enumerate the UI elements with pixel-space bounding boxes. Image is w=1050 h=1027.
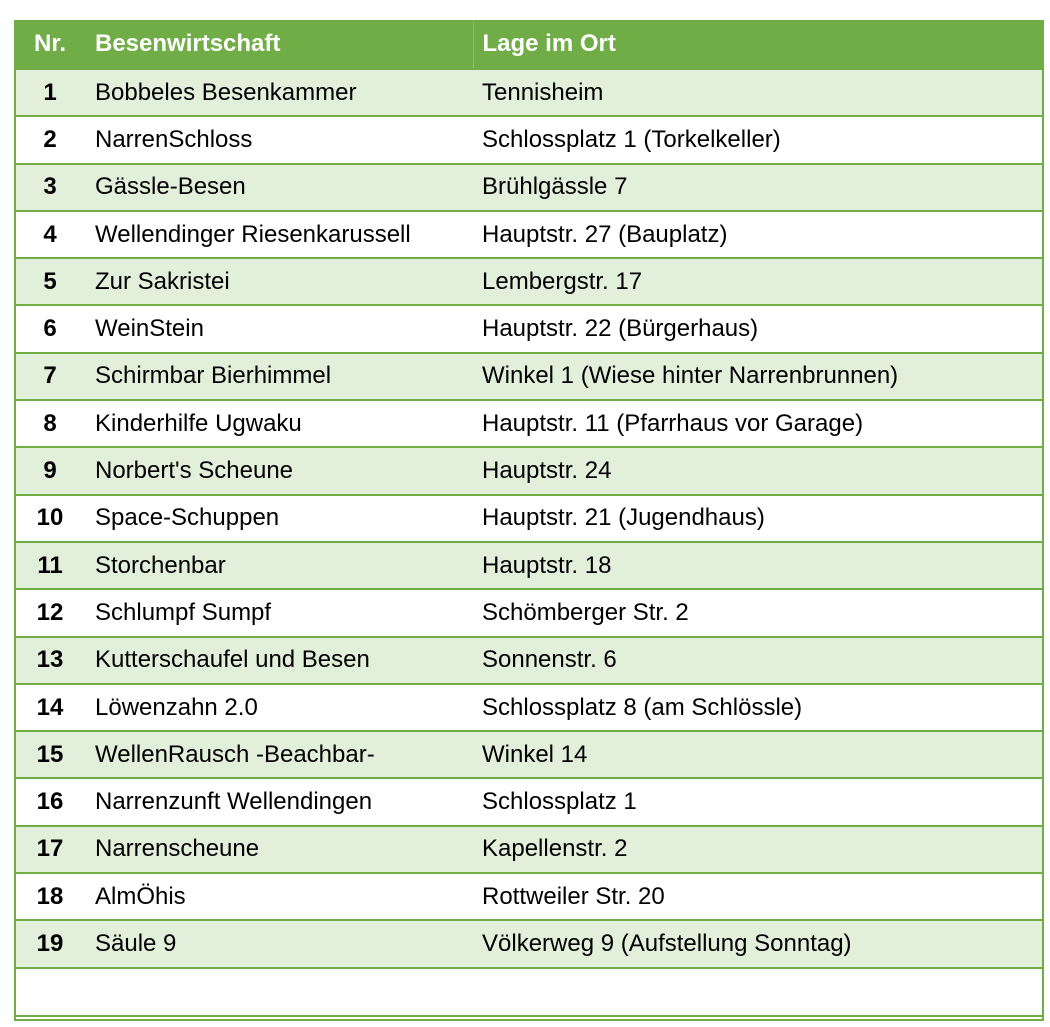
table-row (14, 305, 1042, 352)
table-row (14, 684, 1042, 731)
row-besenwirtschaft: Space-Schuppen (86, 495, 473, 542)
table-row (14, 731, 1042, 778)
row-lage: Hauptstr. 11 (Pfarrhaus vor Garage) (473, 400, 1042, 447)
row-nr: 12 (14, 589, 86, 636)
row-lage: Schlossplatz 1 (473, 778, 1042, 825)
table-body (14, 69, 1042, 1016)
row-lage: Sonnenstr. 6 (473, 637, 1042, 684)
row-nr: 6 (14, 305, 86, 352)
row-besenwirtschaft: Wellendinger Riesenkarussell (86, 211, 473, 258)
row-nr: 11 (14, 542, 86, 589)
table-row (14, 447, 1042, 494)
row-besenwirtschaft: Säule 9 (86, 920, 473, 967)
row-lage: Hauptstr. 24 (473, 447, 1042, 494)
row-besenwirtschaft: Zur Sakristei (86, 258, 473, 305)
row-besenwirtschaft: Norbert's Scheune (86, 447, 473, 494)
row-lage: Hauptstr. 22 (Bürgerhaus) (473, 305, 1042, 352)
besenwirtschaft-table-container (14, 20, 1042, 1017)
table-header (14, 20, 1042, 69)
row-nr: 14 (14, 684, 86, 731)
row-besenwirtschaft: Schirmbar Bierhimmel (86, 353, 473, 400)
row-lage: Hauptstr. 21 (Jugendhaus) (473, 495, 1042, 542)
row-lage: Völkerweg 9 (Aufstellung Sonntag) (473, 920, 1042, 967)
row-besenwirtschaft: NarrenSchloss (86, 116, 473, 163)
row-nr: 8 (14, 400, 86, 447)
row-nr: 17 (14, 826, 86, 873)
table-row (14, 778, 1042, 825)
row-besenwirtschaft: Löwenzahn 2.0 (86, 684, 473, 731)
row-besenwirtschaft: AlmÖhis (86, 873, 473, 920)
row-lage: Lembergstr. 17 (473, 258, 1042, 305)
header-besenwirtschaft: Besenwirtschaft (86, 20, 473, 69)
row-nr: 4 (14, 211, 86, 258)
header-nr: Nr. (14, 20, 86, 69)
row-lage: Tennisheim (473, 69, 1042, 116)
row-lage: Hauptstr. 27 (Bauplatz) (473, 211, 1042, 258)
empty-cell (86, 968, 473, 1016)
row-lage: Schlossplatz 1 (Torkelkeller) (473, 116, 1042, 163)
row-besenwirtschaft: Kinderhilfe Ugwaku (86, 400, 473, 447)
row-lage: Rottweiler Str. 20 (473, 873, 1042, 920)
table-row (14, 495, 1042, 542)
table-row (14, 69, 1042, 116)
row-nr: 5 (14, 258, 86, 305)
row-besenwirtschaft: Narrenscheune (86, 826, 473, 873)
row-nr: 1 (14, 69, 86, 116)
table-row (14, 116, 1042, 163)
row-nr: 15 (14, 731, 86, 778)
table-row (14, 873, 1042, 920)
header-lage-im-ort: Lage im Ort (473, 20, 1042, 69)
row-nr: 16 (14, 778, 86, 825)
table-row (14, 637, 1042, 684)
row-nr: 2 (14, 116, 86, 163)
row-lage: Schömberger Str. 2 (473, 589, 1042, 636)
table-row (14, 542, 1042, 589)
row-nr: 10 (14, 495, 86, 542)
row-besenwirtschaft: Schlumpf Sumpf (86, 589, 473, 636)
row-besenwirtschaft: Kutterschaufel und Besen (86, 637, 473, 684)
table-row (14, 211, 1042, 258)
row-lage: Schlossplatz 8 (am Schlössle) (473, 684, 1042, 731)
table-row (14, 826, 1042, 873)
row-besenwirtschaft: WellenRausch -Beachbar- (86, 731, 473, 778)
table-row (14, 164, 1042, 211)
row-besenwirtschaft: Bobbeles Besenkammer (86, 69, 473, 116)
row-besenwirtschaft: Gässle-Besen (86, 164, 473, 211)
row-nr: 13 (14, 637, 86, 684)
empty-row (14, 968, 1042, 1016)
row-besenwirtschaft: WeinStein (86, 305, 473, 352)
row-lage: Winkel 14 (473, 731, 1042, 778)
empty-cell (14, 968, 86, 1016)
row-besenwirtschaft: Narrenzunft Wellendingen (86, 778, 473, 825)
table-row (14, 920, 1042, 967)
row-nr: 9 (14, 447, 86, 494)
table-row (14, 589, 1042, 636)
row-lage: Kapellenstr. 2 (473, 826, 1042, 873)
table-row (14, 353, 1042, 400)
row-lage: Winkel 1 (Wiese hinter Narrenbrunnen) (473, 353, 1042, 400)
row-lage: Hauptstr. 18 (473, 542, 1042, 589)
table-row (14, 400, 1042, 447)
row-besenwirtschaft: Storchenbar (86, 542, 473, 589)
row-nr: 3 (14, 164, 86, 211)
row-nr: 18 (14, 873, 86, 920)
row-nr: 7 (14, 353, 86, 400)
empty-cell (473, 968, 1042, 1016)
row-lage: Brühlgässle 7 (473, 164, 1042, 211)
table-row (14, 258, 1042, 305)
header-row (14, 20, 1042, 69)
row-nr: 19 (14, 920, 86, 967)
besenwirtschaft-table (14, 20, 1042, 1017)
